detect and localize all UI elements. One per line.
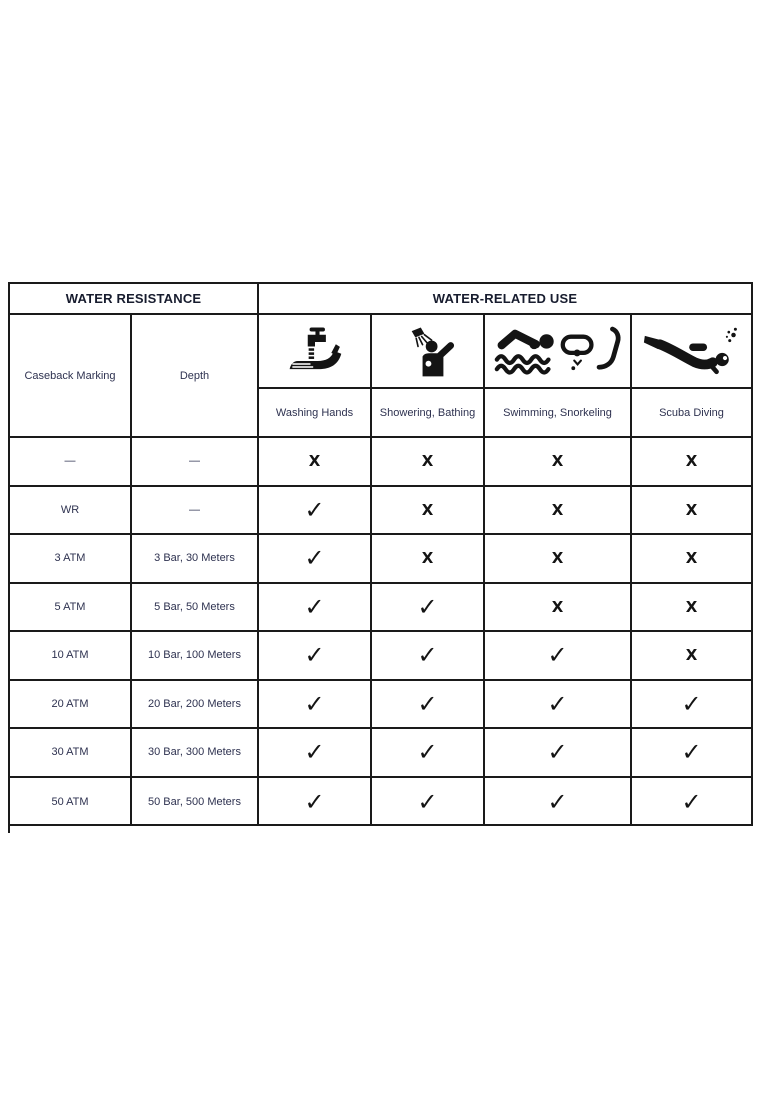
use-label-showering-bathing: Showering, Bathing	[372, 389, 485, 438]
use-mark-cell: ✓	[681, 787, 702, 816]
use-mark-cell: ✓	[372, 681, 485, 730]
use-mark-cell: X	[632, 584, 751, 633]
depth-cell: 50 Bar, 500 Meters	[132, 778, 259, 827]
table-left-border-stub	[8, 826, 10, 833]
scuba-diving-icon-cell	[632, 315, 751, 389]
use-mark-cell: X	[632, 535, 751, 584]
use-mark-cell: X	[632, 632, 751, 681]
shower-person-icon	[399, 325, 457, 377]
caseback-marking-cell: —	[10, 438, 132, 487]
use-mark-cell: X	[259, 438, 372, 487]
use-mark-cell: ✓	[485, 729, 632, 778]
use-mark-cell: ✓	[259, 729, 372, 778]
caseback-marking-cell: 3 ATM	[10, 535, 132, 584]
use-mark-cell: X	[372, 535, 485, 584]
use-mark-cell: ✓	[632, 681, 751, 730]
depth-cell: 10 Bar, 100 Meters	[132, 632, 259, 681]
use-mark-cell: X	[372, 487, 485, 536]
caseback-marking-cell: 20 ATM	[10, 681, 132, 730]
depth-cell: 5 Bar, 50 Meters	[132, 584, 259, 633]
caseback-marking-cell: 30 ATM	[10, 729, 132, 778]
swimming-snorkeling-icon-cell	[485, 315, 632, 389]
caseback-marking-cell: 10 ATM	[10, 632, 132, 681]
use-label-scuba-diving: Scuba Diving	[632, 389, 751, 438]
use-mark-cell: ✓	[485, 681, 632, 730]
depth-column-header: Depth	[132, 315, 259, 438]
use-mark-cell: ✓	[259, 681, 372, 730]
water-resistance-table	[8, 282, 753, 826]
use-label-washing-hands: Washing Hands	[259, 389, 372, 438]
use-label-swimming-snorkeling: Swimming, Snorkeling	[485, 389, 632, 438]
faucet-hand-icon	[286, 325, 344, 377]
use-mark-cell: X	[485, 584, 632, 633]
depth-cell: —	[132, 438, 259, 487]
use-mark-cell: ✓	[259, 584, 372, 633]
use-mark-cell: X	[372, 438, 485, 487]
depth-cell: 20 Bar, 200 Meters	[132, 681, 259, 730]
use-mark-cell: ✓	[485, 632, 632, 681]
use-mark-cell: X	[632, 487, 751, 536]
depth-cell: 30 Bar, 300 Meters	[132, 729, 259, 778]
use-mark-cell: X	[485, 487, 632, 536]
use-mark-cell: ✓	[372, 778, 485, 827]
water-resistance-group-header: WATER RESISTANCE	[10, 284, 259, 315]
caseback-marking-cell: 5 ATM	[10, 584, 132, 633]
use-mark-cell: X	[485, 438, 632, 487]
use-mark-cell: ✓	[259, 632, 372, 681]
depth-cell: —	[132, 487, 259, 536]
water-related-use-group-header: WATER-RELATED USE	[259, 284, 751, 315]
caseback-marking-cell: WR	[10, 487, 132, 536]
use-mark-cell: ✓	[632, 729, 751, 778]
showering-icon-cell	[372, 315, 485, 389]
caseback-marking-cell: 50 ATM	[10, 778, 132, 827]
use-mark-cell: ✓	[485, 778, 632, 827]
use-mark-cell: ✓	[259, 778, 372, 827]
scuba-diver-icon	[642, 324, 742, 378]
use-mark-cell: ✓	[259, 535, 372, 584]
use-mark-cell: X	[632, 438, 751, 487]
swimmer-snorkel-icon	[494, 324, 622, 378]
depth-cell: 3 Bar, 30 Meters	[132, 535, 259, 584]
washing-hands-icon-cell	[259, 315, 372, 389]
caseback-marking-column-header: Caseback Marking	[10, 315, 132, 438]
use-mark-cell: ✓	[372, 584, 485, 633]
use-mark-cell: ✓	[372, 632, 485, 681]
use-mark-cell: X	[485, 535, 632, 584]
use-mark-cell: ✓	[259, 487, 372, 536]
use-mark-cell: ✓	[372, 729, 485, 778]
